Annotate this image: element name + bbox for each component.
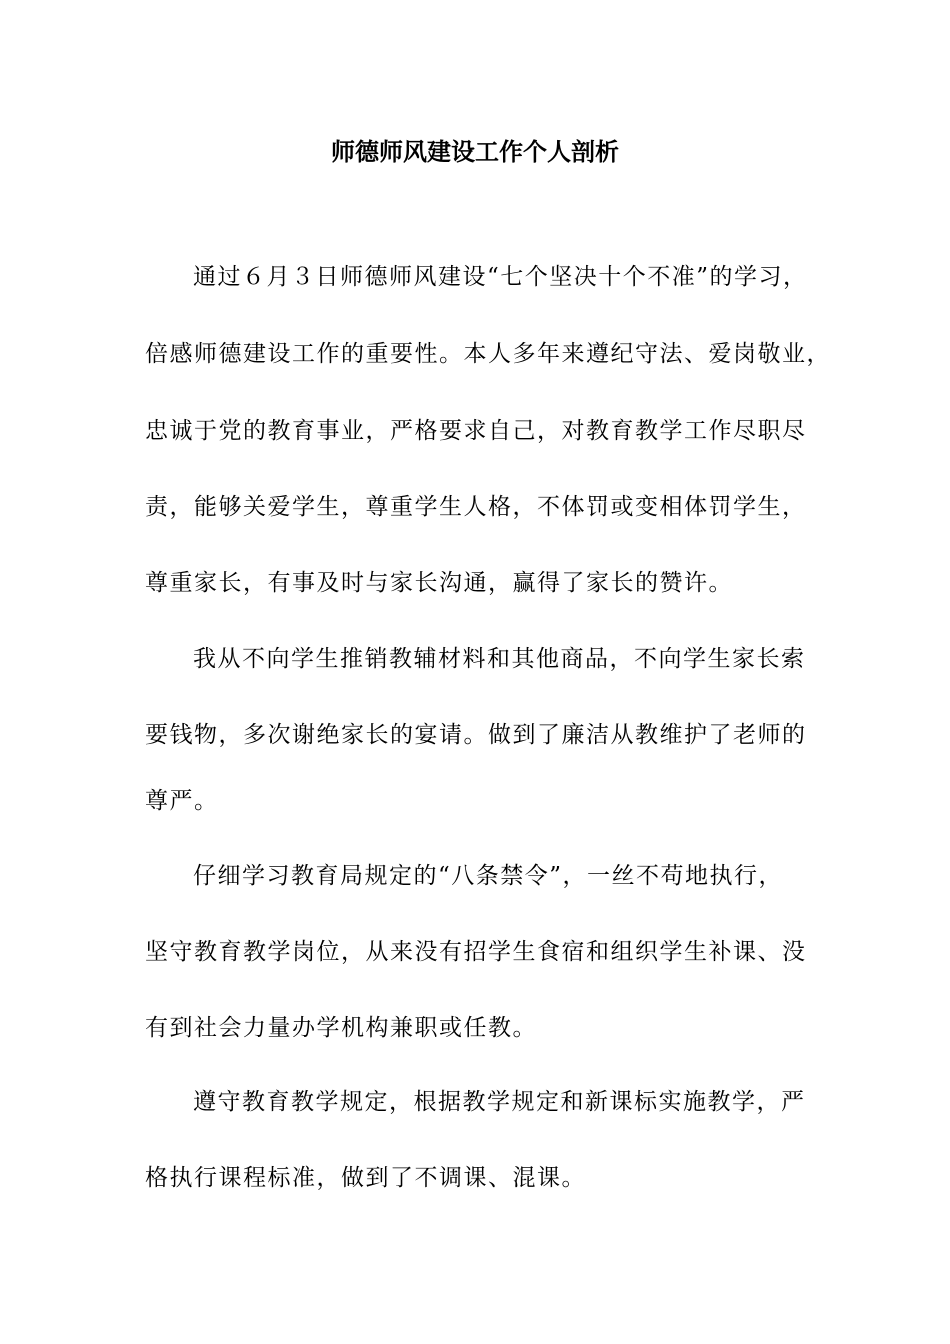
paragraph-2-line-3: 尊严。 bbox=[145, 788, 219, 814]
paragraph-2-line-1: 我从不向学生推销教辅材料和其他商品，不向学生家长索 bbox=[193, 646, 806, 672]
paragraph-1-line-2: 倍感师德建设工作的重要性。本人多年来遵纪守法、爱岗敬业， bbox=[145, 341, 831, 367]
paragraph-2-line-2: 要钱物，多次谢绝家长的宴请。做到了廉洁从教维护了老师的 bbox=[145, 722, 807, 748]
paragraph-4-line-1: 遵守教育教学规定，根据教学规定和新课标实施教学，严 bbox=[193, 1089, 806, 1115]
paragraph-1-line-3: 忠诚于党的教育事业，严格要求自己，对教育教学工作尽职尽 bbox=[145, 418, 807, 444]
paragraph-1-line-1: 通过６月３日师德师风建设“七个坚决十个不准”的学习， bbox=[193, 264, 808, 290]
paragraph-4-line-2: 格执行课程标准，做到了不调课、混课。 bbox=[145, 1165, 586, 1191]
paragraph-1-line-5: 尊重家长，有事及时与家长沟通，赢得了家长的赞许。 bbox=[145, 570, 733, 596]
paragraph-1-line-4: 责，能够关爱学生，尊重学生人格，不体罚或变相体罚学生， bbox=[145, 494, 807, 520]
paragraph-3-line-3: 有到社会力量办学机构兼职或任教。 bbox=[145, 1015, 537, 1041]
paragraph-3-line-2: 坚守教育教学岗位，从来没有招学生食宿和组织学生补课、没 bbox=[145, 939, 807, 965]
document-title: 师德师风建设工作个人剖析 bbox=[331, 138, 619, 166]
paragraph-3-line-1: 仔细学习教育局规定的“八条禁令”，一丝不苟地执行， bbox=[193, 863, 784, 889]
